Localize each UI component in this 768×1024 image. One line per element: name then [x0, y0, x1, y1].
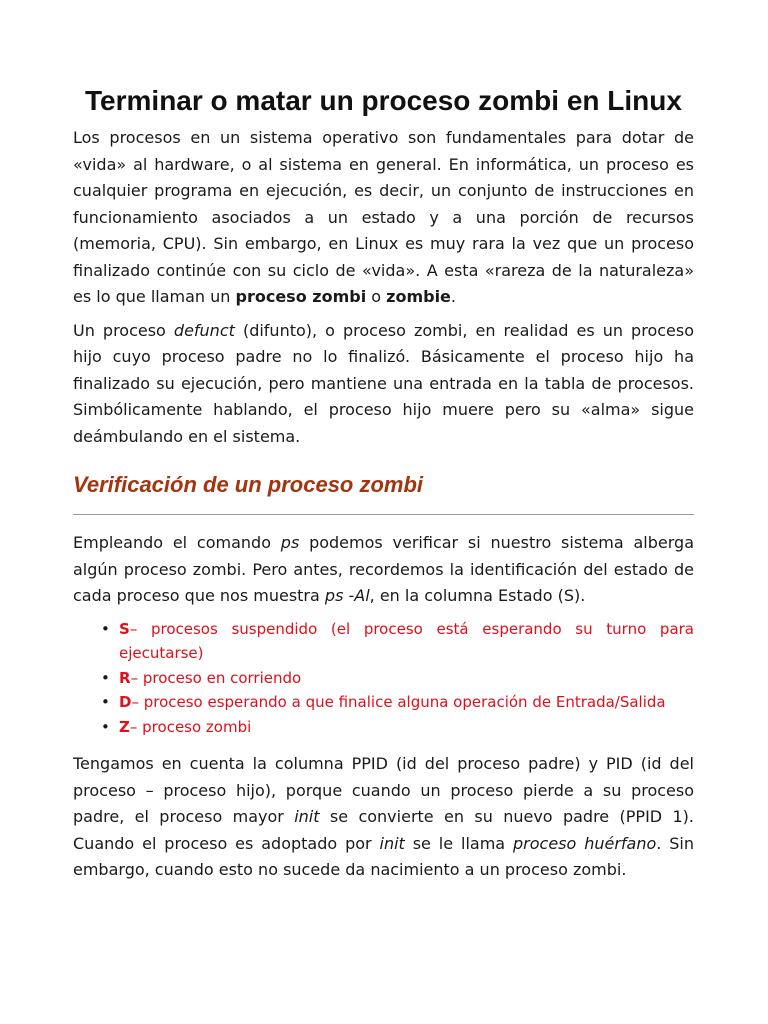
- ppid-end: . Sin embargo, cuando esto no sucede da nacimiento a un proceso zombi.: [73, 833, 694, 879]
- process-state-list: [73, 617, 694, 740]
- defunct-rest: (difunto), o proceso zombi, en realidad es un proceso hijo cuyo proceso padre no lo finalizó. Básicamente el proceso hijo ha finalizado su ejecución, pero mantiene una entrada en la tabla de procesos. Simbólicamente hablando, el proceso hijo muere pero su «alma» sigue deámbulando en el sistema.: [73, 320, 694, 446]
- intro-end: .: [450, 287, 456, 306]
- state-code: R: [119, 668, 131, 687]
- intro-text: Los procesos en un sistema operativo son fundamentales para dotar de «vida» al hardware, o al sistema en general. En informática, un proceso es cualquier programa en ejecución, es decir, un conjunto de instrucciones en funcionamiento asociados a un estado y a una porción de recursos (memoria, CPU). Sin embargo, en Linux es muy rara la vez que un proceso finalizado continúe con su ciclo de «vida». A esta «rareza de la naturaleza» es lo que llaman un: [73, 128, 694, 306]
- section-heading: Verificación de un proceso zombi: [73, 472, 424, 497]
- defunct-start: Un proceso: [73, 320, 174, 340]
- command-end: , en la columna Estado (S).: [369, 586, 586, 605]
- ppid-middle-2: se le llama: [404, 833, 513, 853]
- bullet-icon: •: [101, 668, 110, 687]
- command-paragraph: [73, 530, 694, 610]
- section-divider: [73, 514, 694, 515]
- list-item-state-s: [101, 617, 694, 666]
- defunct-paragraph: [73, 318, 694, 451]
- article: [73, 84, 694, 891]
- defunct-term: defunct: [173, 320, 235, 340]
- intro-bold-zombie: zombie: [386, 287, 451, 306]
- state-code: S: [119, 619, 130, 638]
- bullet-icon: •: [101, 693, 110, 711]
- intro-connector: o: [366, 287, 387, 306]
- ppid-orphan-term: proceso huérfano: [513, 833, 657, 853]
- ppid-init-term: init: [294, 807, 320, 826]
- list-item-state-d: [101, 690, 694, 715]
- page-title: Terminar o matar un proceso zombi en Linux: [85, 85, 682, 116]
- bullet-icon: •: [101, 619, 110, 638]
- ppid-start: Tengamos en cuenta la columna PPID (id del proceso padre) y PID (id del proceso – proceso hijo), porque cuando un proceso pierde a su proceso padre, el proceso mayor: [73, 754, 694, 826]
- command-start: Empleando el comando: [73, 533, 281, 552]
- bullet-icon: •: [101, 717, 110, 736]
- intro-paragraph: [73, 125, 694, 311]
- intro-bold-zombi: proceso zombi: [235, 287, 367, 306]
- state-code: Z: [119, 717, 130, 736]
- list-item-state-r: [101, 666, 694, 691]
- ppid-paragraph: [73, 751, 694, 884]
- command-ps-al: ps -Al: [324, 586, 370, 605]
- ppid-middle-1: se convierte en su nuevo padre (PPID 1). Cuando el proceso es adoptado por: [73, 807, 694, 853]
- state-description: – proceso esperando a que finalice alguna operación de Entrada/Salida: [131, 693, 666, 711]
- state-description: – proceso zombi: [129, 717, 252, 736]
- ppid-init-term-2: init: [379, 833, 405, 853]
- command-ps: ps: [280, 533, 300, 552]
- state-description: – proceso en corriendo: [130, 668, 302, 687]
- command-middle: podemos verificar si nuestro sistema alberga algún proceso zombi. Pero antes, recordemos la identificación del estado de cada proceso que nos muestra: [73, 533, 694, 605]
- state-description: – procesos suspendido (el proceso está esperando su turno para ejecutarse): [119, 619, 694, 662]
- state-code: D: [119, 693, 132, 711]
- list-item-state-z: [101, 715, 694, 740]
